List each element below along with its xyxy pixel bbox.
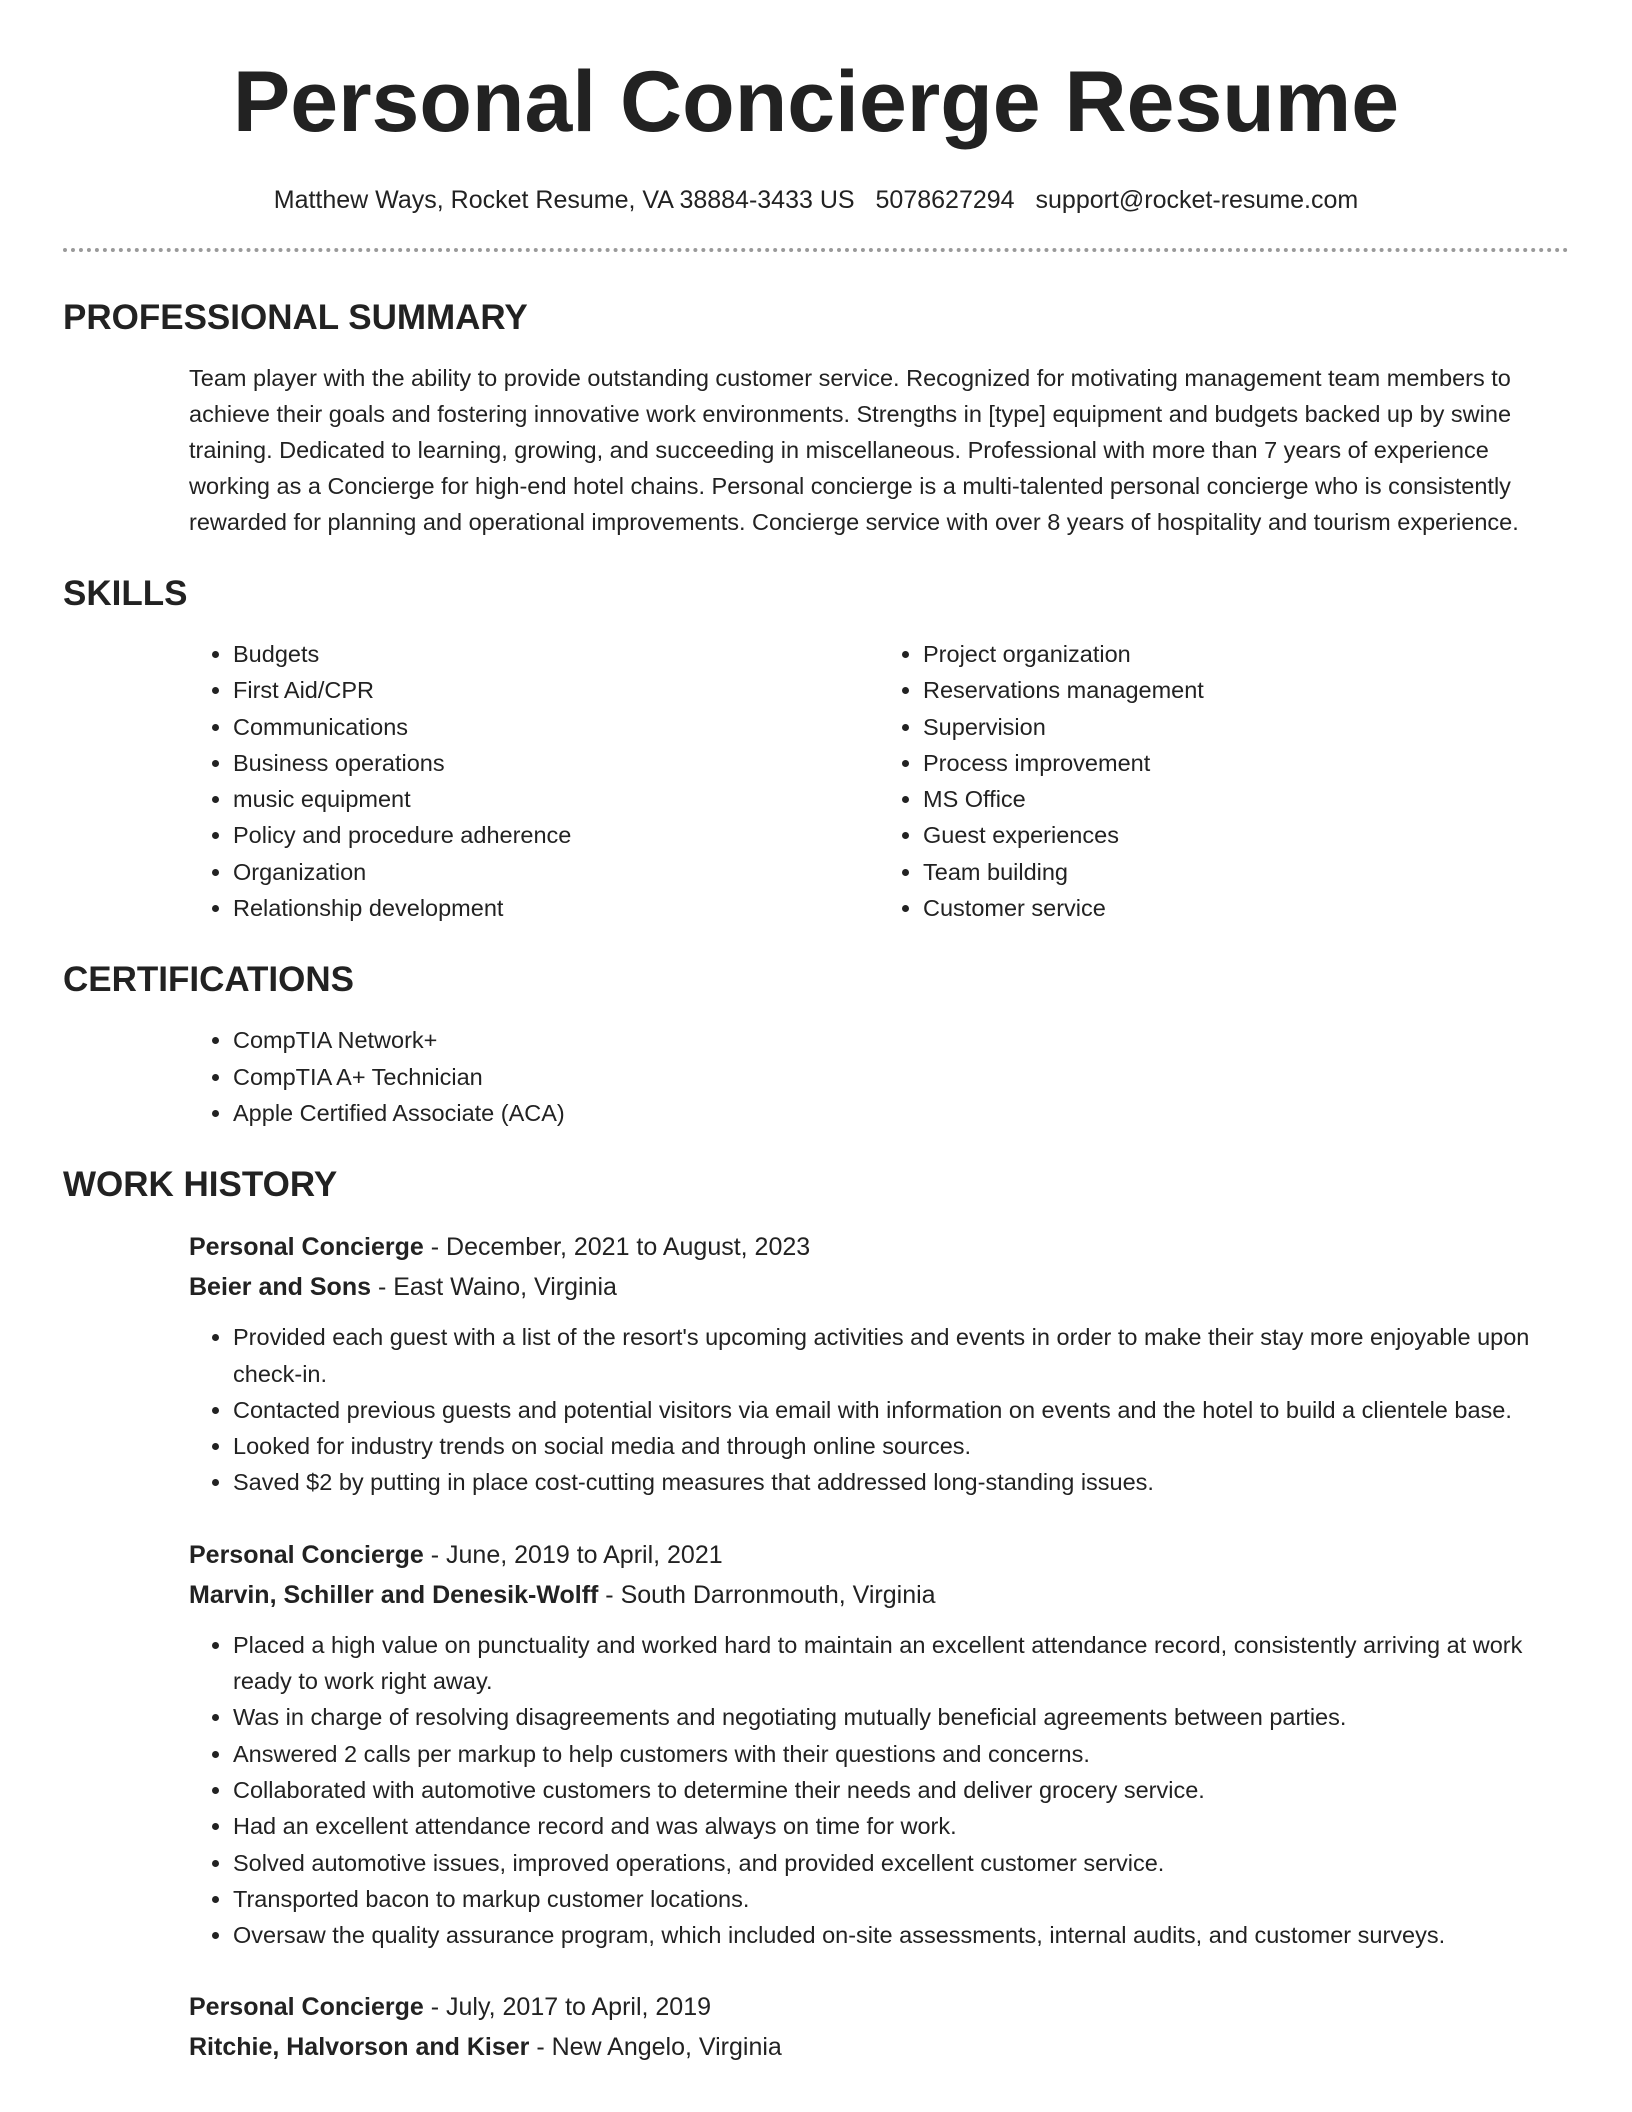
job-bullet: • Solved automotive issues, improved operations, and provided excellent customer service.: [233, 1845, 1569, 1881]
summary-heading: PROFESSIONAL SUMMARY: [63, 298, 528, 337]
job-bullets: [189, 1627, 1569, 1954]
skill-item: • Supervision: [923, 709, 1569, 745]
job-location: - East Waino, Virginia: [371, 1273, 617, 1302]
skill-item: • Project organization: [923, 636, 1569, 672]
skills-list-right: [879, 636, 1569, 926]
skills-heading: SKILLS: [63, 574, 188, 613]
job-role-line: [189, 1535, 1569, 1575]
skill-item: • music equipment: [233, 781, 879, 817]
skill-item: • Relationship development: [233, 890, 879, 926]
header-divider: [63, 248, 1569, 252]
contact-email: support@rocket-resume.com: [1035, 186, 1359, 214]
job-bullet: • Had an excellent attendance record and was always on time for work.: [233, 1808, 1569, 1844]
contact-address: Matthew Ways, Rocket Resume, VA 38884-3433 US: [273, 186, 855, 214]
job-bullets: [189, 1319, 1569, 1500]
job-entry: [189, 1987, 1569, 2067]
job-role-line: [189, 1227, 1569, 1267]
job-company-line: [189, 2027, 1569, 2067]
job-bullet: • Provided each guest with a list of the resort's upcoming activities and events in order to make their stay more enjoyable upon check-in.: [233, 1319, 1569, 1392]
job-bullet: • Oversaw the quality assurance program, which included on-site assessments, internal audits, and customer surveys.: [233, 1917, 1569, 1953]
certification-item: • CompTIA A+ Technician: [233, 1059, 1569, 1095]
skill-item: • Business operations: [233, 745, 879, 781]
skills-list-left: [189, 636, 879, 926]
skill-item: • Policy and procedure adherence: [233, 817, 879, 853]
skill-item: • Team building: [923, 854, 1569, 890]
job-bullet: • Contacted previous guests and potential visitors via email with information on events and the hotel to build a clientele base.: [233, 1392, 1569, 1428]
skill-item: • Process improvement: [923, 745, 1569, 781]
job-entry: [189, 1227, 1569, 1500]
job-company: Marvin, Schiller and Denesik-Wolff: [189, 1580, 599, 1609]
certifications-heading: CERTIFICATIONS: [63, 960, 355, 1000]
work-history-heading: WORK HISTORY: [63, 1165, 338, 1205]
skill-item: • Organization: [233, 854, 879, 890]
contact-line: [0, 184, 1632, 216]
skill-item: • MS Office: [923, 781, 1569, 817]
skill-item: • Budgets: [233, 636, 879, 672]
job-role: Personal Concierge: [189, 1233, 424, 1262]
certification-item: • CompTIA Network+: [233, 1022, 1569, 1058]
job-bullet: • Looked for industry trends on social media and through online sources.: [233, 1428, 1569, 1464]
job-bullet: • Saved $2 by putting in place cost-cutting measures that addressed long-standing issues.: [233, 1464, 1569, 1500]
job-dates: - December, 2021 to August, 2023: [423, 1233, 811, 1262]
skill-item: • Customer service: [923, 890, 1569, 926]
job-entry: [189, 1535, 1569, 1954]
skill-item: • First Aid/CPR: [233, 672, 879, 708]
skill-item: • Guest experiences: [923, 817, 1569, 853]
work-history-section: [63, 1163, 1569, 2067]
job-dates: - June, 2019 to April, 2021: [423, 1540, 723, 1569]
resume-title: Personal Concierge Resume: [232, 54, 1400, 150]
job-bullet: • Transported bacon to markup customer locations.: [233, 1881, 1569, 1917]
job-company-line: [189, 1267, 1569, 1307]
job-company: Ritchie, Halvorson and Kiser: [189, 2033, 530, 2062]
job-dates: - July, 2017 to April, 2019: [423, 1993, 712, 2022]
certification-item: • Apple Certified Associate (ACA): [233, 1095, 1569, 1131]
contact-phone: 5078627294: [875, 186, 1015, 214]
skill-item: • Reservations management: [923, 672, 1569, 708]
certifications-list: [189, 1022, 1569, 1131]
job-location: - South Darronmouth, Virginia: [598, 1580, 936, 1609]
certifications-section: [63, 958, 1569, 1131]
job-role: Personal Concierge: [189, 1993, 424, 2022]
summary-section: [63, 296, 1569, 540]
summary-text: Team player with the ability to provide outstanding customer service. Recognized for motivating management team members to achieve their goals and fostering innovative work environments. Strengths in [type] equipment and budgets backed up by swine training. Dedicated to learning, growing, and succeeding in miscellaneous. Professional with more than 7 years of experience working as a Concierge for high-end hotel chains. Personal concierge is a multi-talented personal concierge who is consistently rewarded for planning and operational improvements. Concierge service with over 8 years of hospitality and tourism experience.: [189, 365, 1519, 535]
job-bullet: • Answered 2 calls per markup to help customers with their questions and concerns.: [233, 1736, 1569, 1772]
job-location: - New Angelo, Virginia: [529, 2033, 782, 2062]
job-role-line: [189, 1987, 1569, 2027]
job-role: Personal Concierge: [189, 1540, 424, 1569]
skills-section: [63, 572, 1569, 926]
job-company: Beier and Sons: [189, 1273, 371, 1302]
job-bullet: • Was in charge of resolving disagreements and negotiating mutually beneficial agreements between parties.: [233, 1699, 1569, 1735]
job-bullet: • Collaborated with automotive customers to determine their needs and deliver grocery service.: [233, 1772, 1569, 1808]
job-company-line: [189, 1575, 1569, 1615]
skill-item: • Communications: [233, 709, 879, 745]
job-bullet: • Placed a high value on punctuality and worked hard to maintain an excellent attendance record, consistently arriving at work ready to work right away.: [233, 1627, 1569, 1700]
